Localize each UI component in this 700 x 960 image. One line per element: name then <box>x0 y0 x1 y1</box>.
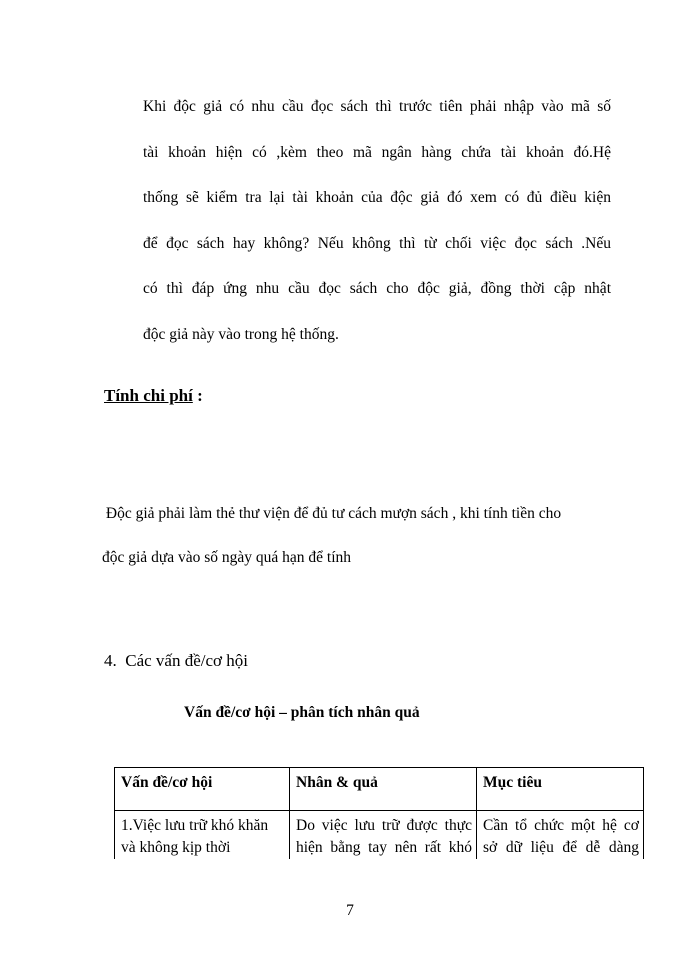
header-cell: Mục tiêu <box>477 768 644 811</box>
cell-line: hiện bằng tay nên rất khó <box>296 839 472 856</box>
header-cell: Nhân & quả <box>290 768 477 811</box>
paragraph-line: Khi độc giả có nhu cầu đọc sách thì trước tiên phải nhập vào mã số <box>143 98 611 115</box>
page-number: 7 <box>346 902 354 919</box>
paragraph-line: tài khoản hiện có ,kèm theo mã ngân hàng chứa tài khoản đó.Hệ <box>143 143 611 161</box>
header-cell: Vấn đề/cơ hội <box>115 768 290 811</box>
cell-line: Do việc lưu trữ được thực <box>296 817 472 834</box>
paragraph-line: thống sẽ kiểm tra lại tài khoản của độc giả đó xem có đủ điều kiện <box>143 189 611 206</box>
cell-line: sở dữ liệu để dễ dàng <box>483 839 639 856</box>
table-row <box>115 811 644 860</box>
cost-heading-suffix: : <box>192 386 203 405</box>
issues-table <box>114 767 644 859</box>
table-header-row <box>115 768 644 811</box>
body-paragraph <box>143 84 611 357</box>
table-cell <box>115 811 290 860</box>
paragraph-line: độc giả này vào trong hệ thống. <box>143 325 339 343</box>
table-caption: Vấn đề/cơ hội – phân tích nhân quả <box>184 704 420 721</box>
paragraph-line: để đọc sách hay không? Nếu không thì từ chối việc đọc sách .Nếu <box>143 234 611 252</box>
paragraph-line: độc giả dựa vào số ngày quá hạn để tính <box>102 549 352 566</box>
paragraph-line: Độc giả phải làm thẻ thư viện để đủ tư cách mượn sách , khi tính tiền cho <box>102 505 562 522</box>
cost-heading <box>104 386 203 406</box>
section-title: 4. Các vấn đề/cơ hội <box>104 651 249 670</box>
table-cell <box>477 811 644 860</box>
cost-paragraph <box>102 492 602 580</box>
cell-line: 1.Việc lưu trữ khó khăn <box>121 817 269 834</box>
cost-heading-label: Tính chi phí <box>104 386 193 405</box>
table-cell <box>290 811 477 860</box>
cell-line: và không kịp thời <box>121 839 231 856</box>
paragraph-line: có thì đáp ứng nhu cầu đọc sách cho độc giả, đồng thời cập nhật <box>143 280 611 297</box>
cell-line: Cần tổ chức một hệ cơ <box>483 817 639 834</box>
